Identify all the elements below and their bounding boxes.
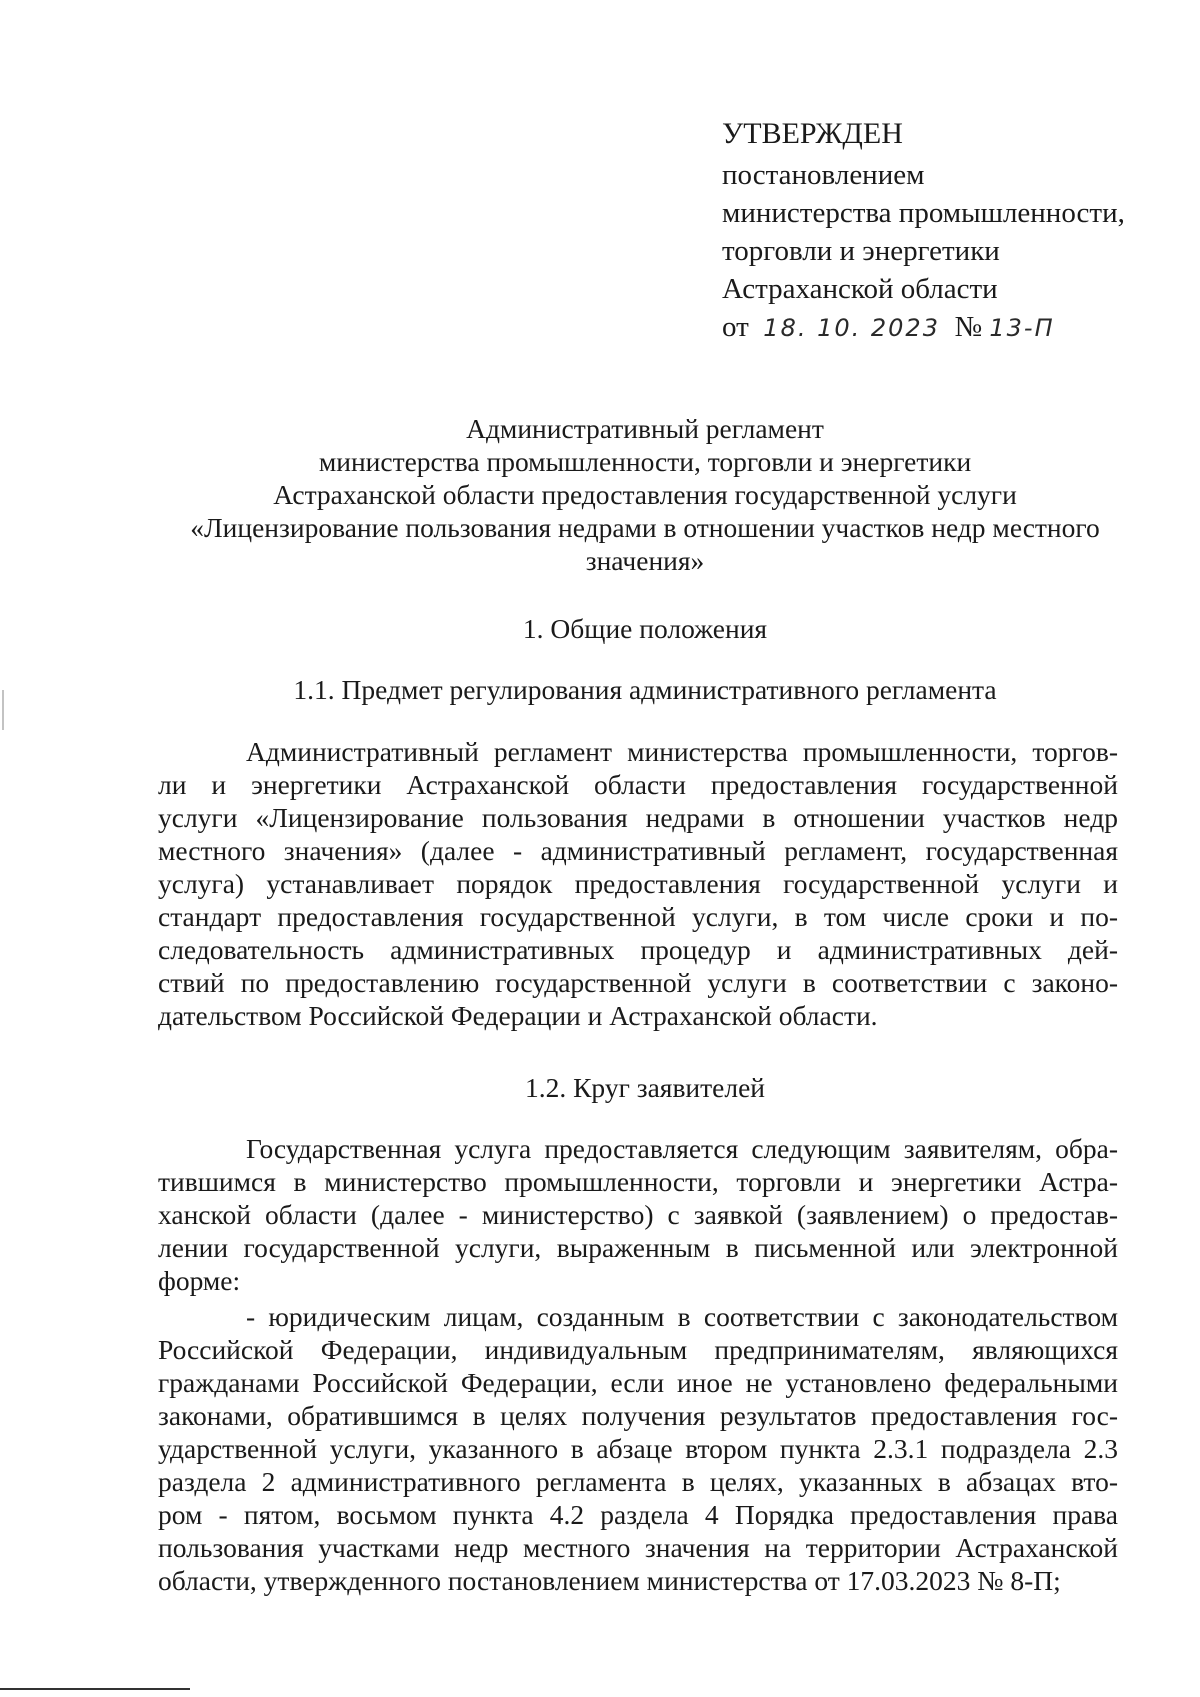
- section-1-title: 1. Общие положения: [522, 613, 768, 644]
- approval-block: [722, 112, 1152, 347]
- paragraph-line: гражданами Российской Федерации, если иное не установлено федеральными: [158, 1367, 1118, 1398]
- paragraph-line: Государственная услуга предоставляется следующим заявителям, обра-: [246, 1133, 1118, 1164]
- paragraph-line: ханской области (далее - министерство) с заявкой (заявлением) о предостав-: [158, 1199, 1118, 1230]
- section-1-2-paragraph-1: [158, 1132, 1118, 1297]
- paragraph-line: местного значения» (далее - административный регламент, государственная: [158, 835, 1118, 866]
- paragraph-line: стандарт предоставления государственной услуги, в том числе сроки и по-: [158, 901, 1118, 932]
- approval-line-4: Астраханской области: [722, 273, 998, 305]
- paragraph-line: ром - пятом, восьмом пункта 4.2 раздела 4 Порядка предоставления права: [158, 1499, 1118, 1530]
- approval-date-value: 18. 10. 2023: [763, 314, 940, 342]
- section-1-2-paragraph-2: [158, 1300, 1118, 1597]
- title-line-3: Астраханской области предоставления государственной услуги: [273, 479, 1017, 510]
- section-1-1-title: 1.1. Предмет регулирования административного регламента: [293, 674, 997, 705]
- paragraph-line: раздела 2 административного регламента в целях, указанных в абзацах вто-: [158, 1466, 1118, 1497]
- paragraph-line: лении государственной услуги, выраженным в письменной или электронной: [158, 1232, 1118, 1263]
- approval-number-value: 13-П: [989, 314, 1055, 342]
- paragraph-line: дательством Российской Федерации и Астраханской области.: [158, 1000, 878, 1031]
- paragraph-line: форме:: [158, 1265, 241, 1296]
- title-line-4: «Лицензирование пользования недрами в отношении участков недр местного: [190, 512, 1100, 543]
- paragraph-line: Административный регламент министерства промышленности, торгов-: [246, 736, 1118, 767]
- paragraph-line: ствий по предоставлению государственной услуги в соответствии с законо-: [158, 967, 1118, 998]
- footer-rule: [0, 1688, 190, 1690]
- paragraph-line: услуга) устанавливает порядок предоставления государственной услуги и: [158, 868, 1118, 899]
- approval-number-prefix: №: [954, 311, 983, 343]
- title-line-2: министерства промышленности, торговли и энергетики: [318, 446, 972, 477]
- section-1-1-paragraph: [158, 735, 1118, 1032]
- section-1-2-title: 1.2. Круг заявителей: [524, 1072, 766, 1103]
- paragraph-line: тившимся в министерство промышленности, торговли и энергетики Астра-: [158, 1166, 1118, 1197]
- paragraph-line: области, утвержденного постановлением министерства от 17.03.2023 № 8-П;: [158, 1565, 1061, 1596]
- approval-date-prefix: от: [722, 311, 749, 343]
- document-title: [120, 412, 1170, 577]
- paragraph-line: Российской Федерации, индивидуальным предпринимателям, являющихся: [158, 1334, 1118, 1365]
- approval-date-line: [722, 308, 1152, 347]
- paragraph-line: ли и энергетики Астраханской области предоставления государственной: [158, 769, 1118, 800]
- approval-line-1: постановлением: [722, 159, 925, 191]
- approval-heading: УТВЕРЖДЕН: [722, 117, 903, 150]
- paragraph-line: ударственной услуги, указанного в абзаце втором пункта 2.3.1 подраздела 2.3: [158, 1433, 1118, 1464]
- scan-mark: [2, 690, 4, 730]
- paragraph-line: - юридическим лицам, созданным в соответствии с законодательством: [246, 1301, 1118, 1332]
- paragraph-line: услуги «Лицензирование пользования недрами в отношении участков недр: [158, 802, 1118, 833]
- paragraph-line: следовательность административных процедур и административных дей-: [158, 934, 1118, 965]
- paragraph-line: законами, обратившимся в целях получения результатов предоставления гос-: [158, 1400, 1118, 1431]
- title-line-5: значения»: [585, 545, 705, 576]
- approval-line-3: торговли и энергетики: [722, 235, 1000, 267]
- paragraph-line: пользования участками недр местного значения на территории Астраханской: [158, 1532, 1118, 1563]
- title-line-1: Административный регламент: [466, 413, 824, 444]
- approval-line-2: министерства промышленности,: [722, 197, 1125, 229]
